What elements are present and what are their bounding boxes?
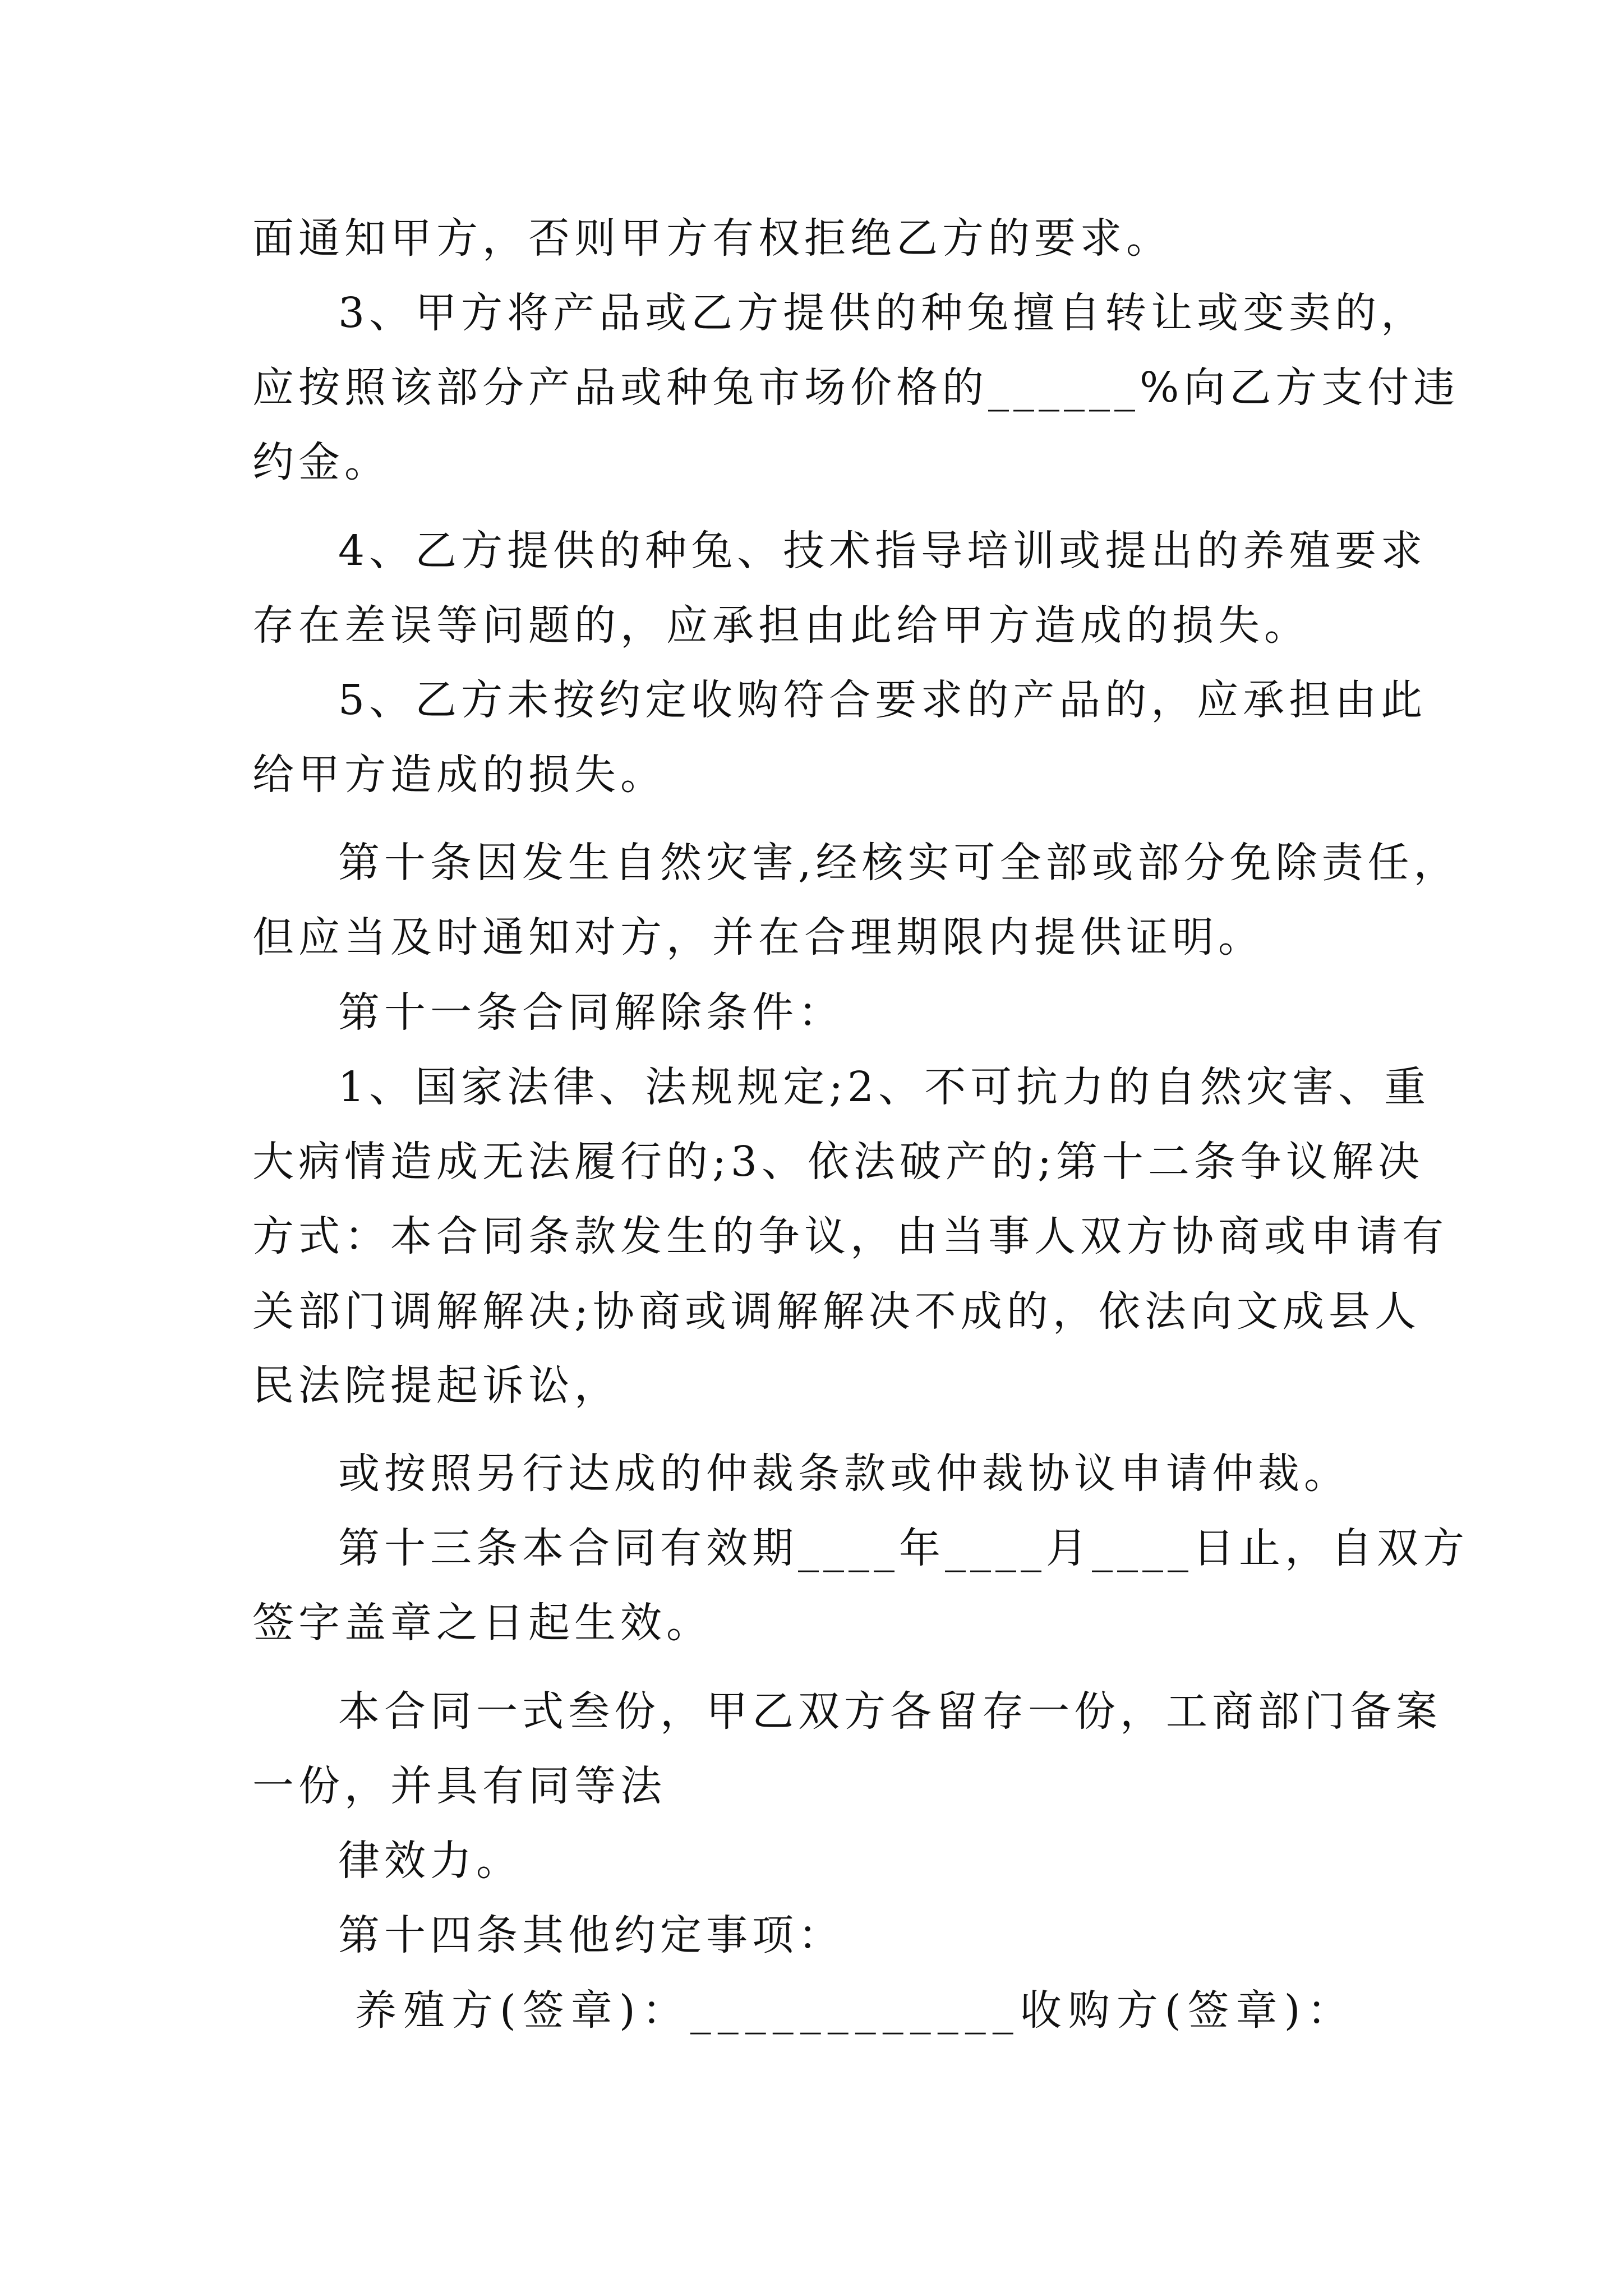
paragraph-line: 一份，并具有同等法 <box>252 1762 666 1810</box>
paragraph-line: 律效力。 <box>338 1837 522 1885</box>
paragraph-line: 5、乙方未按约定收购符合要求的产品的，应承担由此 <box>338 676 1427 724</box>
paragraph-line: 方式：本合同条款发生的争议，由当事人双方协商或申请有 <box>252 1212 1448 1260</box>
paragraph-line: 应按照该部分产品或种兔市场价格的______%向乙方支付违 <box>252 364 1460 412</box>
paragraph-line: 关部门调解解决;协商或调解解决不成的，依法向文成县人 <box>252 1287 1421 1336</box>
paragraph-line: 大病情造成无法履行的;3、依法破产的;第十二条争议解决 <box>252 1138 1424 1186</box>
paragraph-line: 约金。 <box>252 438 390 486</box>
paragraph-line: 或按照另行达成的仲裁条款或仲裁协议申请仲裁。 <box>338 1450 1350 1498</box>
paragraph-line: 第十四条其他约定事项： <box>338 1911 844 1959</box>
paragraph-line: 面通知甲方，否则甲方有权拒绝乙方的要求。 <box>252 214 1172 263</box>
paragraph-line: 民法院提起诉讼， <box>252 1361 620 1410</box>
paragraph-line: 但应当及时通知对方，并在合理期限内提供证明。 <box>252 913 1264 961</box>
paragraph-line: 签字盖章之日起生效。 <box>252 1599 712 1647</box>
paragraph-line: 第十一条合同解除条件： <box>338 988 844 1037</box>
signature-line: 养殖方(签章)：____________收购方(签章)： <box>355 1986 1355 2035</box>
paragraph-line: 1、国家法律、法规规定;2、不可抗力的自然灾害、重 <box>338 1063 1431 1111</box>
paragraph-line: 给甲方造成的损失。 <box>252 751 666 799</box>
paragraph-line: 本合同一式叁份，甲乙双方各留存一份，工商部门备案 <box>338 1687 1442 1736</box>
paragraph-line: 存在差误等问题的，应承担由此给甲方造成的损失。 <box>252 601 1310 650</box>
paragraph-line: 第十条因发生自然灾害,经核实可全部或部分免除责任， <box>338 839 1460 887</box>
paragraph-line: 4、乙方提供的种兔、技术指导培训或提出的养殖要求 <box>338 527 1427 575</box>
paragraph-line: 3、甲方将产品或乙方提供的种兔擅自转让或变卖的， <box>338 289 1427 337</box>
paragraph-line: 第十三条本合同有效期____年____月____日止，自双方 <box>338 1524 1469 1572</box>
